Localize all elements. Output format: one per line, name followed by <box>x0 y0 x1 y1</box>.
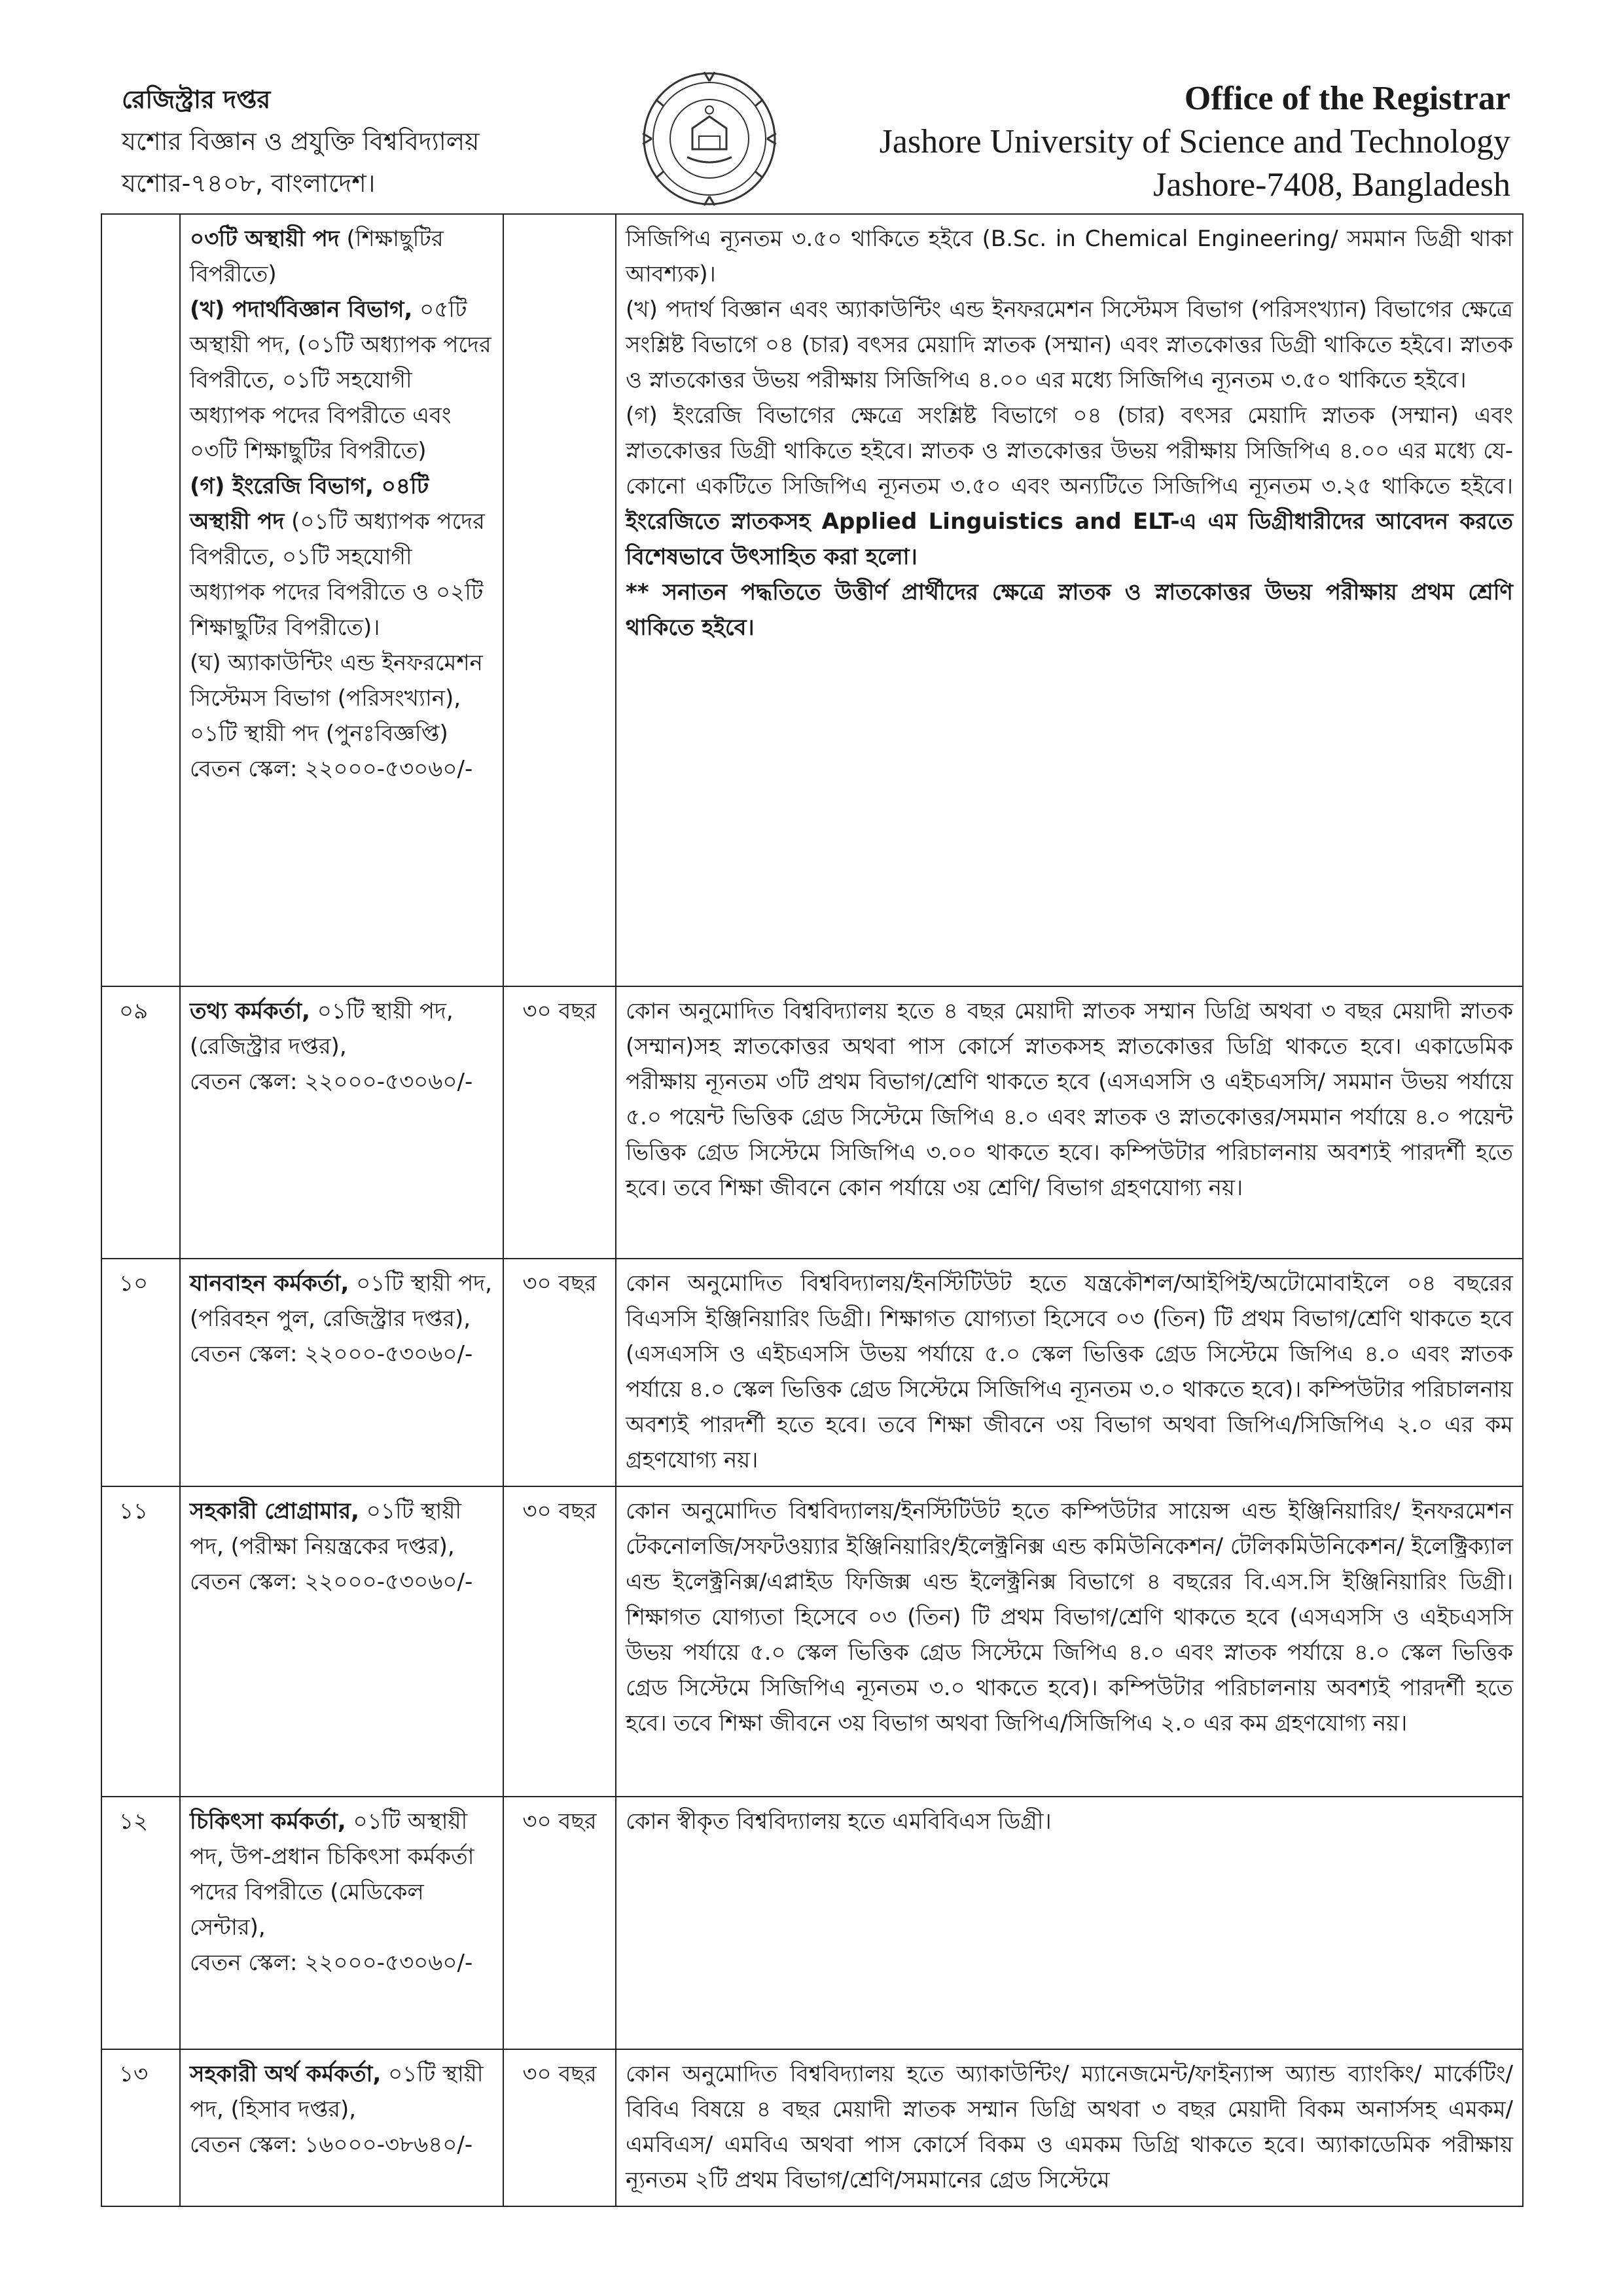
university-seal-icon <box>636 65 783 212</box>
requirements-cell <box>616 214 1523 986</box>
post-cell: সহকারী অর্থ কর্মকর্তা, ০১টি স্থায়ী পদ, (হিসাব দপ্তর), বেতন স্কেল: ১৬০০০-৩৮৬৪০/- <box>180 2049 503 2206</box>
salary-scale: বেতন স্কেল: ১৬০০০-৩৮৬৪০/- <box>190 2132 473 2158</box>
post-cell: চিকিৎসা কর্মকর্তা, ০১টি অস্থায়ী পদ, উপ-প্রধান চিকিৎসা কর্মকর্তা পদের বিপরীতে (মেডিকেল সেন্টার), বেতন স্কেল: ২২০০০-৫৩০৬০/- <box>180 1797 503 2049</box>
post-line: (ঘ) অ্যাকাউন্টিং এন্ড ইনফরমেশন সিস্টেমস বিভাগ (পরিসংখ্যান), ০১টি স্থায়ী পদ (পুনঃবিজ্ঞপ্তি) <box>190 650 483 747</box>
requirement-paragraph: সিজিপিএ ন্যূনতম ৩.৫০ থাকিতে হইবে (B.Sc. in Chemical Engineering/ সমমান ডিগ্রী থাকা আবশ্যক)। <box>626 226 1513 287</box>
table-row <box>101 1259 1523 1486</box>
requirements-cell: কোন অনুমোদিত বিশ্ববিদ্যালয়/ইনস্টিটিউট হতে যন্ত্রকৌশল/আইপিই/অটোমোবাইলে ০৪ বছরের বিএসসি ইঞ্জিনিয়ারিং ডিগ্রী। শিক্ষাগত যোগ্যতা হিসেবে ০৩ (তিন) টি প্রথম বিভাগ/শ্রেণি থাকতে হবে (এসএসসি ও এইচএসসি উভয় পর্যায়ে ৫.০ স্কেল ভিত্তিক গ্রেড সিস্টেমে জিপিএ ৪.০ এবং স্নাতক পর্যায়ে ৪.০ স্কেল ভিত্তিক গ্রেড সিস্টেমে সিজিপিএ ন্যূনতম ৩.০ থাকতে হবে)। কম্পিউটার পরিচালনায় অবশ্যই পারদর্শী হতে হবে। তবে শিক্ষা জীবনে ৩য় বিভাগ অথবা জিপিএ/সিজিপিএ ২.০ এর কম গ্রহণযোগ্য নয়। <box>616 1259 1523 1486</box>
age-limit-cell <box>503 214 616 986</box>
letterhead <box>0 0 1623 216</box>
age-limit-cell: ৩০ বছর <box>503 1259 616 1486</box>
serial-cell: ০৯ <box>101 986 180 1259</box>
traditional-system-note: ** সনাতন পদ্ধতিতে উত্তীর্ণ প্রার্থীদের ক্ষেত্রে স্নাতক ও স্নাতকোত্তর উভয় পরীক্ষায় প্রথম শ্রেণি থাকিতে হইবে। <box>626 579 1513 641</box>
table-row <box>101 1797 1523 2049</box>
requirements-cell: কোন স্বীকৃত বিশ্ববিদ্যালয় হতে এমবিবিএস ডিগ্রী। <box>616 1797 1523 2049</box>
age-limit-cell: ৩০ বছর <box>503 2049 616 2206</box>
age-limit-cell: ৩০ বছর <box>503 986 616 1259</box>
post-title: তথ্য কর্মকর্তা, <box>190 998 310 1024</box>
university-name-bn: যশোর বিজ্ঞান ও প্রযুক্তি বিশ্ববিদ্যালয় <box>122 127 480 156</box>
serial-cell: ১০ <box>101 1259 180 1486</box>
university-name-en: Jashore University of Science and Technology <box>879 123 1510 160</box>
salary-scale: বেতন স্কেল: ২২০০০-৫৩০৬০/- <box>190 1341 473 1367</box>
post-cell: যানবাহন কর্মকর্তা, ০১টি স্থায়ী পদ, (পরিবহন পুল, রেজিস্ট্রার দপ্তর), বেতন স্কেল: ২২০০০-৫৩০৬০/- <box>180 1259 503 1486</box>
letterhead-bangla <box>122 79 479 204</box>
requirements-cell: কোন অনুমোদিত বিশ্ববিদ্যালয় হতে অ্যাকাউন্টিং/ ম্যানেজমেন্ট/ফাইন্যান্স অ্যান্ড ব্যাংকিং/ মার্কেটিং/ বিবিএ বিষয়ে ৪ বছর মেয়াদী স্নাতক সম্মান ডিগ্রি অথবা ৩ বছর মেয়াদী বিকম অনার্সসহ এমকম/ এমবিএস/ এমবিএ অথবা পাস কোর্সে বিকম ও এমকম ডিগ্রি থাকতে হবে। অ্যাকাডেমিক পরীক্ষায় ন্যূনতম ২টি প্রথম বিভাগ/শ্রেণি/সমমানের গ্রেড সিস্টেমে <box>616 2049 1523 2206</box>
table-row <box>101 214 1523 986</box>
salary-scale: বেতন স্কেল: ২২০০০-৫৩০৬০/- <box>190 756 473 782</box>
requirement-paragraph: (গ) ইংরেজি বিভাগের ক্ষেত্রে সংশ্লিষ্ট বিভাগে ০৪ (চার) বৎসর মেয়াদি স্নাতক (সম্মান) এবং স্নাতকোত্তর ডিগ্রী থাকিতে হইবে। স্নাতক ও স্নাতকোত্তর উভয় পরীক্ষায় সিজিপিএ ৪.০০ এর মধ্যে যে-কোনো একটিতে সিজিপিএ ন্যূনতম ৩.৫০ এবং অন্যটিতে সিজিপিএ ন্যূনতম ৩.২৫ থাকিতে হইবে। ইংরেজিতে স্নাতকসহ Applied Linguistics and ELT-এ এম ডিগ্রীধারীদের আবেদন করতে বিশেষভাবে উৎসাহিত করা হলো। <box>626 403 1513 570</box>
office-name-bn: রেজিস্ট্রার দপ্তর <box>122 85 271 114</box>
post-line: ০৩টি অস্থায়ী পদ (শিক্ষাছুটির বিপরীতে) <box>190 226 444 287</box>
post-line: (গ) ইংরেজি বিভাগ, ০৪টি অস্থায়ী পদ (০১টি অধ্যাপক পদের বিপরীতে, ০১টি সহযোগী অধ্যাপক পদের বিপরীতে ও ০২টি শিক্ষাছুটির বিপরীতে)। <box>190 473 485 641</box>
post-cell <box>180 214 503 986</box>
requirements-cell: কোন অনুমোদিত বিশ্ববিদ্যালয় হতে ৪ বছর মেয়াদী স্নাতক সম্মান ডিগ্রি অথবা ৩ বছর মেয়াদী স্নাতক (সম্মান)সহ স্নাতকোত্তর অথবা পাস কোর্সে স্নাতকসহ স্নাতকোত্তর ডিগ্রি থাকতে হবে। একাডেমিক পরীক্ষায় ন্যূনতম ৩টি প্রথম বিভাগ/শ্রেণি থাকতে হবে (এসএসসি ও এইচএসসি/ সমমান উভয় পর্যায়ে ৫.০ পয়েন্ট ভিত্তিক গ্রেড সিস্টেমে জিপিএ ৪.০ এবং স্নাতক ও স্নাতকোত্তর/সমমান পর্যায়ে ৪.০ পয়েন্ট ভিত্তিক গ্রেড সিস্টেমে সিজিপিএ ৩.০০ থাকতে হবে। কম্পিউটার পরিচালনায় অবশ্যই পারদর্শী হতে হবে। তবে শিক্ষা জীবনে কোন পর্যায়ে ৩য় শ্রেণি/ বিভাগ গ্রহণযোগ্য নয়। <box>616 986 1523 1259</box>
post-line: (খ) পদার্থবিজ্ঞান বিভাগ, ০৫টি অস্থায়ী পদ, (০১টি অধ্যাপক পদের বিপরীতে, ০১টি সহযোগী অধ্যাপক পদের বিপরীতে এবং ০৩টি শিক্ষাছুটির বিপরীতে) <box>190 296 491 464</box>
table-row <box>101 2049 1523 2206</box>
address-en: Jashore-7408, Bangladesh <box>1153 166 1510 204</box>
post-title: সহকারী প্রোগ্রামার, <box>190 1498 359 1524</box>
serial-cell: ১১ <box>101 1486 180 1797</box>
post-title: যানবাহন কর্মকর্তা, <box>190 1270 349 1297</box>
requirement-paragraph: (খ) পদার্থ বিজ্ঞান এবং অ্যাকাউন্টিং এন্ড ইনফরমেশন সিস্টেমস বিভাগ (পরিসংখ্যান) বিভাগের ক্ষেত্রে সংশ্লিষ্ট বিভাগে ০৪ (চার) বৎসর মেয়াদি স্নাতক (সম্মান) এবং স্নাতকোত্তর ডিগ্রী থাকিতে হইবে। স্নাতক ও স্নাতকোত্তর উভয় পরীক্ষায় সিজিপিএ ৪.০০ এর মধ্যে সিজিপিএ ন্যূনতম ৩.৫০ থাকিতে হইবে। <box>626 296 1513 393</box>
salary-scale: বেতন স্কেল: ২২০০০-৫৩০৬০/- <box>190 1950 473 1976</box>
letterhead-english <box>880 77 1510 207</box>
serial-cell <box>101 214 180 986</box>
age-limit-cell: ৩০ বছর <box>503 1486 616 1797</box>
requirements-cell: কোন অনুমোদিত বিশ্ববিদ্যালয়/ইনস্টিটিউট হতে কম্পিউটার সায়েন্স এন্ড ইঞ্জিনিয়ারিং/ ইনফরমেশন টেকনোলজি/সফটওয়্যার ইঞ্জিনিয়ারিং/ইলেক্ট্রনিক্স এন্ড কমিউনিকেশন/ টেলিকমিউনিকেশন/ ইলেক্ট্রিক্যাল এন্ড ইলেক্ট্রনিক্স/এপ্লাইড ফিজিক্স এন্ড ইলেক্ট্রনিক্স বিভাগে ৪ বছরের বি.এস.সি ইঞ্জিনিয়ারিং ডিগ্রী। শিক্ষাগত যোগ্যতা হিসেবে ০৩ (তিন) টি প্রথম বিভাগ/শ্রেণি থাকতে হবে (এসএসসি ও এইচএসসি উভয় পর্যায়ে ৫.০ স্কেল ভিত্তিক গ্রেড সিস্টেমে জিপিএ ৪.০ এবং স্নাতক পর্যায়ে ৪.০ স্কেল ভিত্তিক গ্রেড সিস্টেমে সিজিপিএ ন্যূনতম ৩.০ থাকতে হবে)। কম্পিউটার পরিচালনায় অবশ্যই পারদর্শী হতে হবে। তবে শিক্ষা জীবনে ৩য় বিভাগ অথবা জিপিএ/সিজিপিএ ২.০ এর কম গ্রহণযোগ্য নয়। <box>616 1486 1523 1797</box>
serial-cell: ১৩ <box>101 2049 180 2206</box>
table-row <box>101 986 1523 1259</box>
table-row <box>101 1486 1523 1797</box>
salary-scale: বেতন স্কেল: ২২০০০-৫৩০৬০/- <box>190 1069 473 1095</box>
office-name-en: Office of the Registrar <box>1184 80 1510 117</box>
post-title: সহকারী অর্থ কর্মকর্তা, <box>190 2061 382 2087</box>
post-title: চিকিৎসা কর্মকর্তা, <box>190 1808 346 1835</box>
serial-cell: ১২ <box>101 1797 180 2049</box>
english-dept-encouragement: ইংরেজিতে স্নাতকসহ Applied Linguistics and ELT-এ এম ডিগ্রীধারীদের আবেদন করতে বিশেষভাবে উৎসাহিত করা হলো। <box>626 509 1513 570</box>
salary-scale: বেতন স্কেল: ২২০০০-৫৩০৬০/- <box>190 1569 473 1595</box>
address-bn: যশোর-৭৪০৮, বাংলাদেশ। <box>122 169 376 198</box>
age-limit-cell: ৩০ বছর <box>503 1797 616 2049</box>
recruitment-table <box>101 213 1524 2207</box>
post-cell: সহকারী প্রোগ্রামার, ০১টি স্থায়ী পদ, (পরীক্ষা নিয়ন্ত্রকের দপ্তর), বেতন স্কেল: ২২০০০-৫৩০৬০/- <box>180 1486 503 1797</box>
post-cell: তথ্য কর্মকর্তা, ০১টি স্থায়ী পদ, (রেজিস্ট্রার দপ্তর), বেতন স্কেল: ২২০০০-৫৩০৬০/- <box>180 986 503 1259</box>
